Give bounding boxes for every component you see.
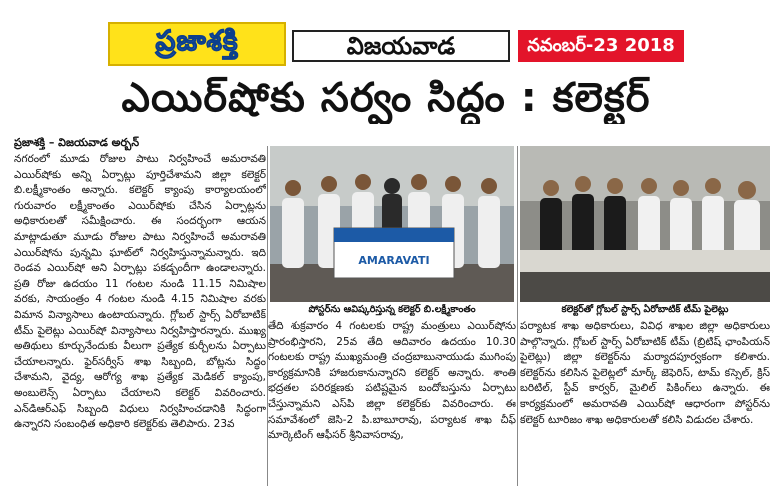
newspaper-logo bbox=[108, 22, 286, 66]
article-column-middle bbox=[268, 319, 516, 489]
article-column-left bbox=[14, 152, 266, 482]
photo-caption: కలెక్టర్‌తో గ్లోబల్ స్టార్స్ ఏరోబాటిక్ టీమ్ పైలెట్లు bbox=[561, 304, 729, 315]
poster-text: AMARAVATI bbox=[358, 254, 430, 267]
byline: ప్రజాశక్తి – విజయవాడ అర్బన్ bbox=[14, 136, 140, 149]
article-column-right bbox=[520, 319, 770, 489]
headline: ఎయిర్‌షోకు సర్వం సిద్ధం : కలెక్టర్ bbox=[121, 75, 651, 121]
article-paragraph: నగరంలో మూడు రోజుల పాటు నిర్వహించే అమరావతి ఎయిర్‌షోకు అన్ని ఏర్పాట్లు పూర్తిచేశామని జిల్లా కలెక్టర్ బి.లక్ష్మీకాంతం అన్నారు. కలెక్టర్ క్యాంపు కార్యాలయంలో గురువారం లక్ష్మీకాంతం ఎయిర్‌షోకు చేసిన ఏర్పాట్లను అధికారులతో సమీక్షించారు. ఈ సందర్భంగా ఆయన మాట్లాడుతూ మూడు రోజుల పాటు నిర్వహించే అమరావతి ఎయిర్‌షోను పున్నమి ఘాట్‌లో నిర్వహిస్తున్నామన్నారు. ఇది రెండవ ఎయిర్‌షో అని ఏర్పాట్లు పకడ్బందీగా ఉండాలన్నారు. ప్రతి రోజు ఉదయం 11 గంటల నుండి 11.15 నిమిషాల వరకు, సాయంత్రం 4 గంటల నుండి 4.15 నిమిషాల వరకు విమాన విన్యాసాలు ఉంటాయన్నారు. గ్లోబల్ స్టార్స్ ఏరోబాటిక్ టీమ్ పైలెట్లు ఎయిర్‌షో విన్యాసాలు నిర్వహిస్తారన్నారు. ముఖ్య అతిథులు కూర్చునేందుకు వీలుగా ప్రత్యేక కుర్చీలను ఏర్పాటు చేయాలన్నారు. ఫైర్‌సర్వీస్ శాఖ సిబ్బంది, బోట్లను సిద్ధం చేశామని, వైద్య, ఆరోగ్య శాఖ ప్రత్యేక మెడికల్ క్యాంపు, అంబులెన్స్ ఏర్పాటు చేయాలని కలెక్టర్ వివరించారు. ఎన్‌డిఆర్‌ఎఫ్ సిబ్బంది విధులు నిర్వహించడానికి సిద్ధంగా ఉన్నారని సంబంధిత అధికారి కలెక్టర్‌కు తెలిపారు. 23వ bbox=[14, 153, 266, 431]
edition-city: విజయవాడ bbox=[292, 30, 510, 62]
column-divider bbox=[517, 146, 518, 486]
edition-date: నవంబర్-23 2018 bbox=[518, 30, 684, 62]
photo-caption: పోస్టర్‌ను ఆవిష్కరిస్తున్న కలెక్టర్ బి.లక్ష్మీకాంతం bbox=[308, 304, 476, 315]
photo-poster-release bbox=[270, 146, 514, 302]
article-paragraph: తేది శుక్రవారం 4 గంటలకు రాష్ట్ర మంత్రులు ఎయిర్‌షోను ప్రారంభిస్తారని, 25వ తేది ఆదివారం ఉదయం 10.30 గంటలకు రాష్ట్ర ముఖ్యమంత్రి చంద్రబాబునాయుడు ముగింపు కార్యక్రమానికి హాజరుకానున్నారని కలెక్టర్ అన్నారు. శాంతి భద్రతల పరిరక్షణకు పటిష్టమైన బందోబస్తును ఏర్పాటు చేస్తున్నామని ఎస్‌పి జిల్లా కలెక్టర్‌కు వివరించారు. ఈ సమావేశంలో జెసి-2 పి.బాబూరావు, పర్యాటక శాఖ చీఫ్ మార్కెటింగ్ ఆఫీసర్ శ్రీనివాసరావు, bbox=[268, 320, 516, 442]
logo-text: ప్రజాశక్తి bbox=[155, 24, 239, 57]
masthead bbox=[0, 0, 775, 72]
photo-pilots-meeting bbox=[520, 146, 770, 302]
article-paragraph: పర్యాటక శాఖ అధికారులు, వివిధ శాఖల జిల్లా అధికారులు పాల్గొన్నారు. గ్లోబల్ స్టార్స్ ఏరోబాటిక్ టీమ్ (బ్రిటిష్ ఛాంపియన్ పైలెట్లు) జిల్లా కలెక్టర్‌ను మర్యాదపూర్వకంగా కలిశారు. కలెక్టర్‌ను కలిసిన పైలెట్లలో మార్క్ జెఫెరిస్, టామ్ కస్సెల్, క్రిస్ బరిటిల్, స్టీవ్ కార్వర్, మైలిల్ పికింగ్‌లు ఉన్నారు. ఈ కార్యక్రమంలో అమరావతి ఎయిర్‌షో ఆధారంగా పోస్టర్‌ను కలెక్టర్ టూరిజం శాఖ అధికారులతో కలిసి విడుదల చేశారు. bbox=[520, 320, 770, 426]
